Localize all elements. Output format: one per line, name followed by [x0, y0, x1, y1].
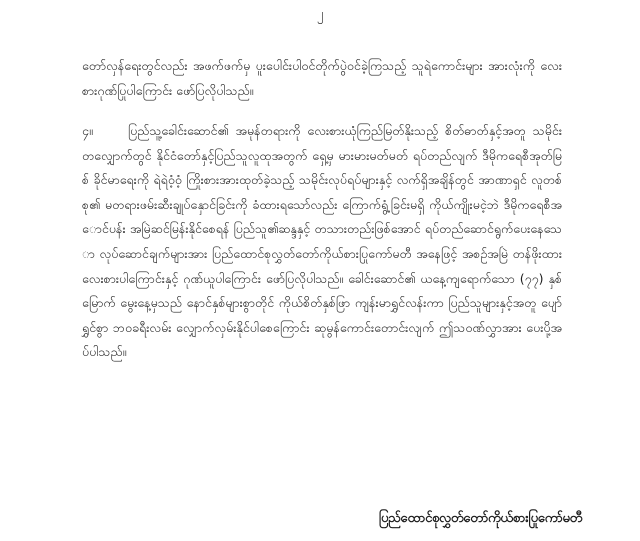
paragraph-1: တော်လှန်ရေးတွင်လည်း အဖက်ဖက်မှ ပူးပေါင်းပါဝင်တိုက်ပွဲဝင်ခဲ့ကြသည့် သူရဲကောင်းများ အားလုံးကို လေးစားဂုဏ်ပြုပါကြောင်း ဖော်ပြလိုပါသည်။ [82, 58, 562, 98]
paragraph-2-text: ပြည်သူ့ခေါင်းဆောင်၏ အမုန်တရားကို လေးစားယုံကြည်မြတ်နိုးသည့် စိတ်ဓာတ်နှင့်အတူ သမိုင်းတလျှောက်တွင် နိုင်ငံတော်နှင့်ပြည်သူလူထုအတွက် ရှေ့မှ မားမားမတ်မတ် ရပ်တည်လျက် ဒီမိုကရေစီအုတ်မြစ် ခိုင်မာရေးကို ရဲရဲဝံ့ဝံ့ ကြိုးစားအားထုတ်ခဲ့သည့် သမိုင်းလုပ်ရပ်များနှင့် လက်ရှိအချိန်တွင် အာဏာရှင် လူတစ်စု၏ မတရားဖမ်းဆီးချုပ်နှောင်ခြင်းကို ခံထားရသော်လည်း ကြောက်ရွံ့ခြင်းမရှိ ကိုယ်ကျိုးမငဲ့ဘဲ ဒီမိုကရေစီအောင်ပန်း အမြဲဆင်မြန်းနိုင်စေရန် ပြည်သူ၏ဆန္ဒနှင့် တသားတည်းဖြစ်အောင် ရပ်တည်ဆောင်ရွက်ပေးနေသော လုပ်ဆောင်ချက်များအား ပြည်ထောင်စုလွှတ်တော်ကိုယ်စားပြုကော်မတီ အနေဖြင့် အစဉ်အမြဲ တန်ဖိုးထားလေးစားပါကြောင်းနှင့် ဂုဏ်ယူပါကြောင်း ဖော်ပြလိုပါသည်။ ခေါင်းဆောင်၏ ယနေ့ကျရောက်သော (၇၇) နှစ်မြောက် မွေးနေ့မှသည် နောင်နှစ်များစွာတိုင် ကိုယ်စိတ်နှစ်ဖြာ ကျန်းမာရွှင်လန်းကာ ပြည်သူများနှင့်အတူ ပျော်ရွှင်စွာ ဘဝခရီးလမ်း လျှောက်လှမ်းနိုင်ပါစေကြောင်း ဆုမွန်ကောင်းတောင်းလျက် ဤသဝဏ်လွှာအား ပေးပို့အပ်ပါသည်။ [82, 123, 562, 360]
page-number: ၂ [316, 7, 324, 22]
paragraph-2 [82, 119, 562, 365]
paragraph-number: ၄။ [82, 123, 93, 138]
signature-committee: ပြည်ထောင်စုလွှတ်တော်ကိုယ်စားပြုကော်မတီ [378, 511, 582, 526]
